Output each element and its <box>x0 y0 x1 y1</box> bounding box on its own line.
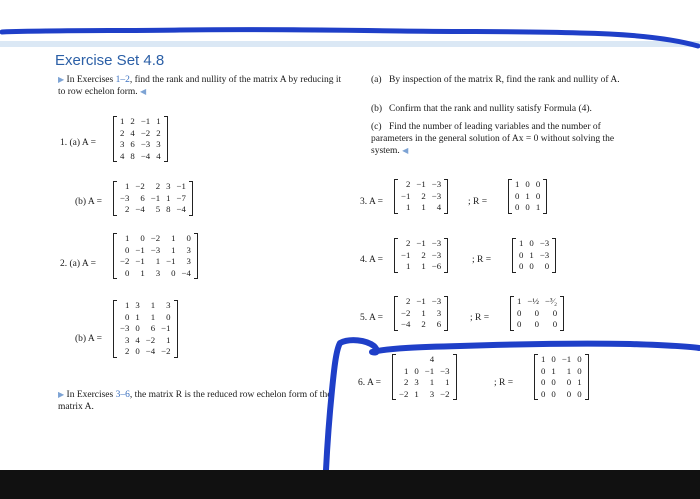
matrix-cell: 0 <box>517 307 522 318</box>
matrix-cell: 3 <box>166 181 171 191</box>
matrix-cell: 1 <box>421 307 426 318</box>
matrix-cell: 3 <box>429 388 435 399</box>
matrix-cell: −2 <box>401 307 411 318</box>
matrix-cell: −4 <box>401 319 411 329</box>
matrix-cell: 0 <box>552 307 558 318</box>
part-c-label: (c) <box>371 122 382 132</box>
matrix-cell: −2 <box>120 256 130 266</box>
matrix-cell: −2 <box>140 127 151 138</box>
matrix-cell: 0 <box>135 346 140 356</box>
matrix-cell: −4 <box>140 150 151 161</box>
matrix-cell: 0 <box>566 388 572 399</box>
matrix-cell: −2 <box>399 388 409 399</box>
matrix-cell: −3 <box>150 244 161 255</box>
matrix-cell: 1 <box>124 300 130 310</box>
ex1a-label: 1. (a) A = <box>60 138 96 148</box>
matrix-cell: −1 <box>176 181 186 191</box>
matrix-cell: −2 <box>440 388 450 399</box>
matrix-cell: 0 <box>124 244 130 255</box>
matrix-cell: 1 <box>421 261 426 271</box>
matrix-cell: −7 <box>176 192 186 203</box>
matrix-cell: 0 <box>124 267 130 278</box>
matrix-cell: 2 <box>405 238 411 248</box>
matrix-cell: 6 <box>150 323 156 333</box>
matrix-cell: 2 <box>421 249 426 260</box>
matrix-cell: −1 <box>424 365 435 376</box>
matrix-cell: 2 <box>124 346 130 356</box>
matrix-cell: 0 <box>519 261 524 271</box>
matrix-cell: 0 <box>541 365 546 376</box>
matrix-cell: −1 <box>166 256 176 266</box>
part-b-label: (b) <box>371 104 383 114</box>
matrix-cell: 1 <box>166 192 171 203</box>
matrix-cell: 0 <box>525 202 530 212</box>
exercise-set-title: Exercise Set 4.8 <box>55 52 165 69</box>
matrix-cell: 0 <box>541 388 546 399</box>
ex1b-label: (b) A = <box>75 197 102 207</box>
matrix-cell: 1 <box>155 256 161 266</box>
matrix-cell: −4 <box>135 204 145 214</box>
intro-1-link[interactable]: 1–2 <box>115 75 130 85</box>
matrix-cell: −4 <box>176 204 186 214</box>
matrix-cell: −1 <box>561 354 572 364</box>
matrix-cell: 0 <box>534 319 539 329</box>
bottom-black-bar <box>0 470 700 499</box>
matrix-cell: 4 <box>156 150 161 161</box>
matrix-cell: 0 <box>171 267 176 278</box>
matrix-cell: 1 <box>519 238 524 248</box>
matrix-cell: 1 <box>171 233 176 243</box>
matrix-cell: 0 <box>534 307 539 318</box>
matrix-cell: 0 <box>551 354 556 364</box>
matrix-cell: −2 <box>145 334 156 345</box>
ex3-R-label: ; R = <box>468 197 488 207</box>
matrix-cell: 0 <box>529 261 534 271</box>
matrix-cell: 3 <box>436 307 442 318</box>
matrix-cell: 0 <box>577 354 582 364</box>
matrix-cell: 4 <box>120 150 125 161</box>
matrix-cell: 1 <box>405 202 411 212</box>
matrix-cell: 0 <box>541 377 546 387</box>
matrix-cell: 1 <box>515 179 520 189</box>
matrix-cell: 0 <box>166 311 171 322</box>
intro-3-prefix: In Exercises <box>66 390 116 400</box>
part-c-text: Find the number of leading variables and the number of parameters in the general solution of Ax = 0 without solving the system. <box>371 122 615 156</box>
matrix-cell: 2 <box>124 204 130 214</box>
ex4-R-label: ; R = <box>472 255 492 265</box>
ex6-R-label: ; R = <box>494 378 514 388</box>
matrix-cell: 1 <box>535 202 541 212</box>
part-a-text: By inspection of the matrix R, find the rank and nullity of A. <box>389 75 620 85</box>
matrix-cell: 1 <box>525 190 530 201</box>
matrix-cell: 1 <box>135 311 140 322</box>
matrix-cell: −4 <box>145 346 156 356</box>
ex3-label: 3. A = <box>360 197 384 207</box>
matrix-cell: −3 <box>431 238 442 248</box>
matrix-cell: 0 <box>552 319 558 329</box>
matrix-cell: 1 <box>405 261 411 271</box>
matrix-cell: 3 <box>186 244 191 255</box>
matrix-cell: −3 <box>120 192 130 203</box>
end-marker-icon: ◀ <box>140 87 147 96</box>
matrix-cell: −1 <box>161 323 171 333</box>
matrix-cell: 0 <box>577 365 582 376</box>
matrix-cell: −1 <box>135 244 145 255</box>
matrix-cell: 2 <box>403 377 409 387</box>
matrix-cell: 2 <box>405 179 411 189</box>
matrix-cell: −3 <box>431 296 442 306</box>
matrix-cell: 0 <box>535 179 541 189</box>
matrix-cell: 2 <box>421 190 426 201</box>
matrix-cell: 3 <box>155 267 161 278</box>
matrix-cell: −3 <box>539 238 550 248</box>
matrix-cell: 6 <box>130 139 135 149</box>
matrix-cell: 1 <box>577 377 582 387</box>
matrix-cell: −2 <box>150 233 161 243</box>
matrix-cell: 8 <box>166 204 171 214</box>
ex5-R-label: ; R = <box>470 313 490 323</box>
intro-3-link[interactable]: 3–6 <box>115 390 130 400</box>
matrix-cell: 2 <box>130 116 135 126</box>
bullet-arrow-icon: ▶ <box>58 75 65 84</box>
matrix-cell: 1 <box>403 365 409 376</box>
matrix-cell: 3 <box>135 300 140 310</box>
matrix-cell: −1 <box>416 296 426 306</box>
matrix-cell: 6 <box>140 192 145 203</box>
ink-stroke-top <box>2 30 698 46</box>
matrix-cell: −1 <box>401 249 411 260</box>
matrix-cell: 1 <box>140 267 145 278</box>
matrix-cell: 4 <box>429 354 435 364</box>
matrix-cell: 3 <box>124 334 130 345</box>
matrix-cell: 3 <box>166 300 171 310</box>
matrix-cell: 0 <box>551 388 556 399</box>
ex4-label: 4. A = <box>360 255 384 265</box>
matrix-cell: −3 <box>431 249 442 260</box>
matrix-cell: 1 <box>150 311 156 322</box>
matrix-cell: 1 <box>421 202 426 212</box>
matrix-cell: 0 <box>544 261 550 271</box>
matrix-cell: 0 <box>525 179 530 189</box>
matrix-cell: 0 <box>140 233 145 243</box>
matrix-cell: 1 <box>445 377 450 387</box>
intro-1-prefix: In Exercises <box>66 75 116 85</box>
matrix-cell: −1 <box>140 116 151 126</box>
matrix-cell: −3 <box>140 139 151 149</box>
end-marker-icon: ◀ <box>402 146 409 155</box>
ex5-label: 5. A = <box>360 313 384 323</box>
matrix-cell: 4 <box>135 334 140 345</box>
matrix-cell: −1 <box>416 179 426 189</box>
matrix-cell: −³⁄₂ <box>544 296 558 306</box>
matrix-cell: 1 <box>551 365 556 376</box>
matrix-cell: 0 <box>551 377 556 387</box>
matrix-cell: 1 <box>566 365 572 376</box>
ink-stroke-bottom <box>326 340 699 470</box>
matrix-cell: 4 <box>130 127 135 138</box>
part-a-label: (a) <box>371 75 382 85</box>
matrix-cell: 0 <box>135 323 140 333</box>
matrix-cell: 1 <box>517 296 522 306</box>
ex2a-label: 2. (a) A = <box>60 259 96 269</box>
matrix-cell: 0 <box>566 377 572 387</box>
matrix-cell: 1 <box>166 334 171 345</box>
matrix-cell: 4 <box>436 202 442 212</box>
ex6-label: 6. A = <box>358 378 382 388</box>
matrix-cell: 0 <box>517 319 522 329</box>
intro-1-rest: , find the rank and nullity of the matrix A by reducing it to row echelon form. <box>58 75 342 97</box>
matrix-cell: −3 <box>431 190 442 201</box>
matrix-cell: 1 <box>120 116 125 126</box>
matrix-cell: 2 <box>405 296 411 306</box>
matrix-cell: 1 <box>124 181 130 191</box>
matrix-cell: −2 <box>135 181 145 191</box>
matrix-cell: 0 <box>414 365 419 376</box>
matrix-cell: −3 <box>440 365 450 376</box>
intro-3-rest: , the matrix R is the reduced row echelon form of the matrix A. <box>58 390 332 412</box>
matrix-cell: −6 <box>431 261 442 271</box>
matrix-cell: 5 <box>155 204 161 214</box>
matrix-cell: 0 <box>535 190 541 201</box>
bullet-arrow-icon: ▶ <box>58 390 65 399</box>
matrix-cell: −1 <box>401 190 411 201</box>
part-b-text: Confirm that the rank and nullity satisfy Formula (4). <box>389 104 592 114</box>
matrix-cell: −½ <box>527 296 539 306</box>
matrix-cell: −1 <box>135 256 145 266</box>
matrix-cell: 1 <box>124 233 130 243</box>
matrix-cell: 3 <box>414 377 419 387</box>
matrix-cell: 1 <box>541 354 546 364</box>
ex2b-label: (b) A = <box>75 334 102 344</box>
matrix-cell: 2 <box>421 319 426 329</box>
matrix-cell: −1 <box>416 238 426 248</box>
matrix-cell: −3 <box>120 323 130 333</box>
matrix-cell: 0 <box>515 190 520 201</box>
matrix-cell: 0 <box>577 388 582 399</box>
matrix-cell: 0 <box>519 249 524 260</box>
matrix-cell: 0 <box>186 233 191 243</box>
matrix-cell: 6 <box>436 319 442 329</box>
matrix-cell: −3 <box>431 179 442 189</box>
matrix-cell: 2 <box>155 181 161 191</box>
matrix-cell: 8 <box>130 150 135 161</box>
matrix-cell: 1 <box>529 249 534 260</box>
matrix-cell: 0 <box>124 311 130 322</box>
matrix-cell: 1 <box>414 388 419 399</box>
matrix-cell: 0 <box>529 238 534 248</box>
matrix-cell: 3 <box>186 256 191 266</box>
matrix-cell: 3 <box>120 139 125 149</box>
matrix-cell: 3 <box>156 139 161 149</box>
matrix-cell: 1 <box>150 300 156 310</box>
matrix-cell: 0 <box>515 202 520 212</box>
matrix-cell: −1 <box>150 192 161 203</box>
matrix-cell: −4 <box>181 267 191 278</box>
matrix-cell: 1 <box>429 377 435 387</box>
matrix-cell: 2 <box>156 127 161 138</box>
matrix-cell: 1 <box>171 244 176 255</box>
matrix-cell: −3 <box>539 249 550 260</box>
matrix-cell: 2 <box>120 127 125 138</box>
matrix-cell: −2 <box>161 346 171 356</box>
matrix-cell: 1 <box>156 116 161 126</box>
